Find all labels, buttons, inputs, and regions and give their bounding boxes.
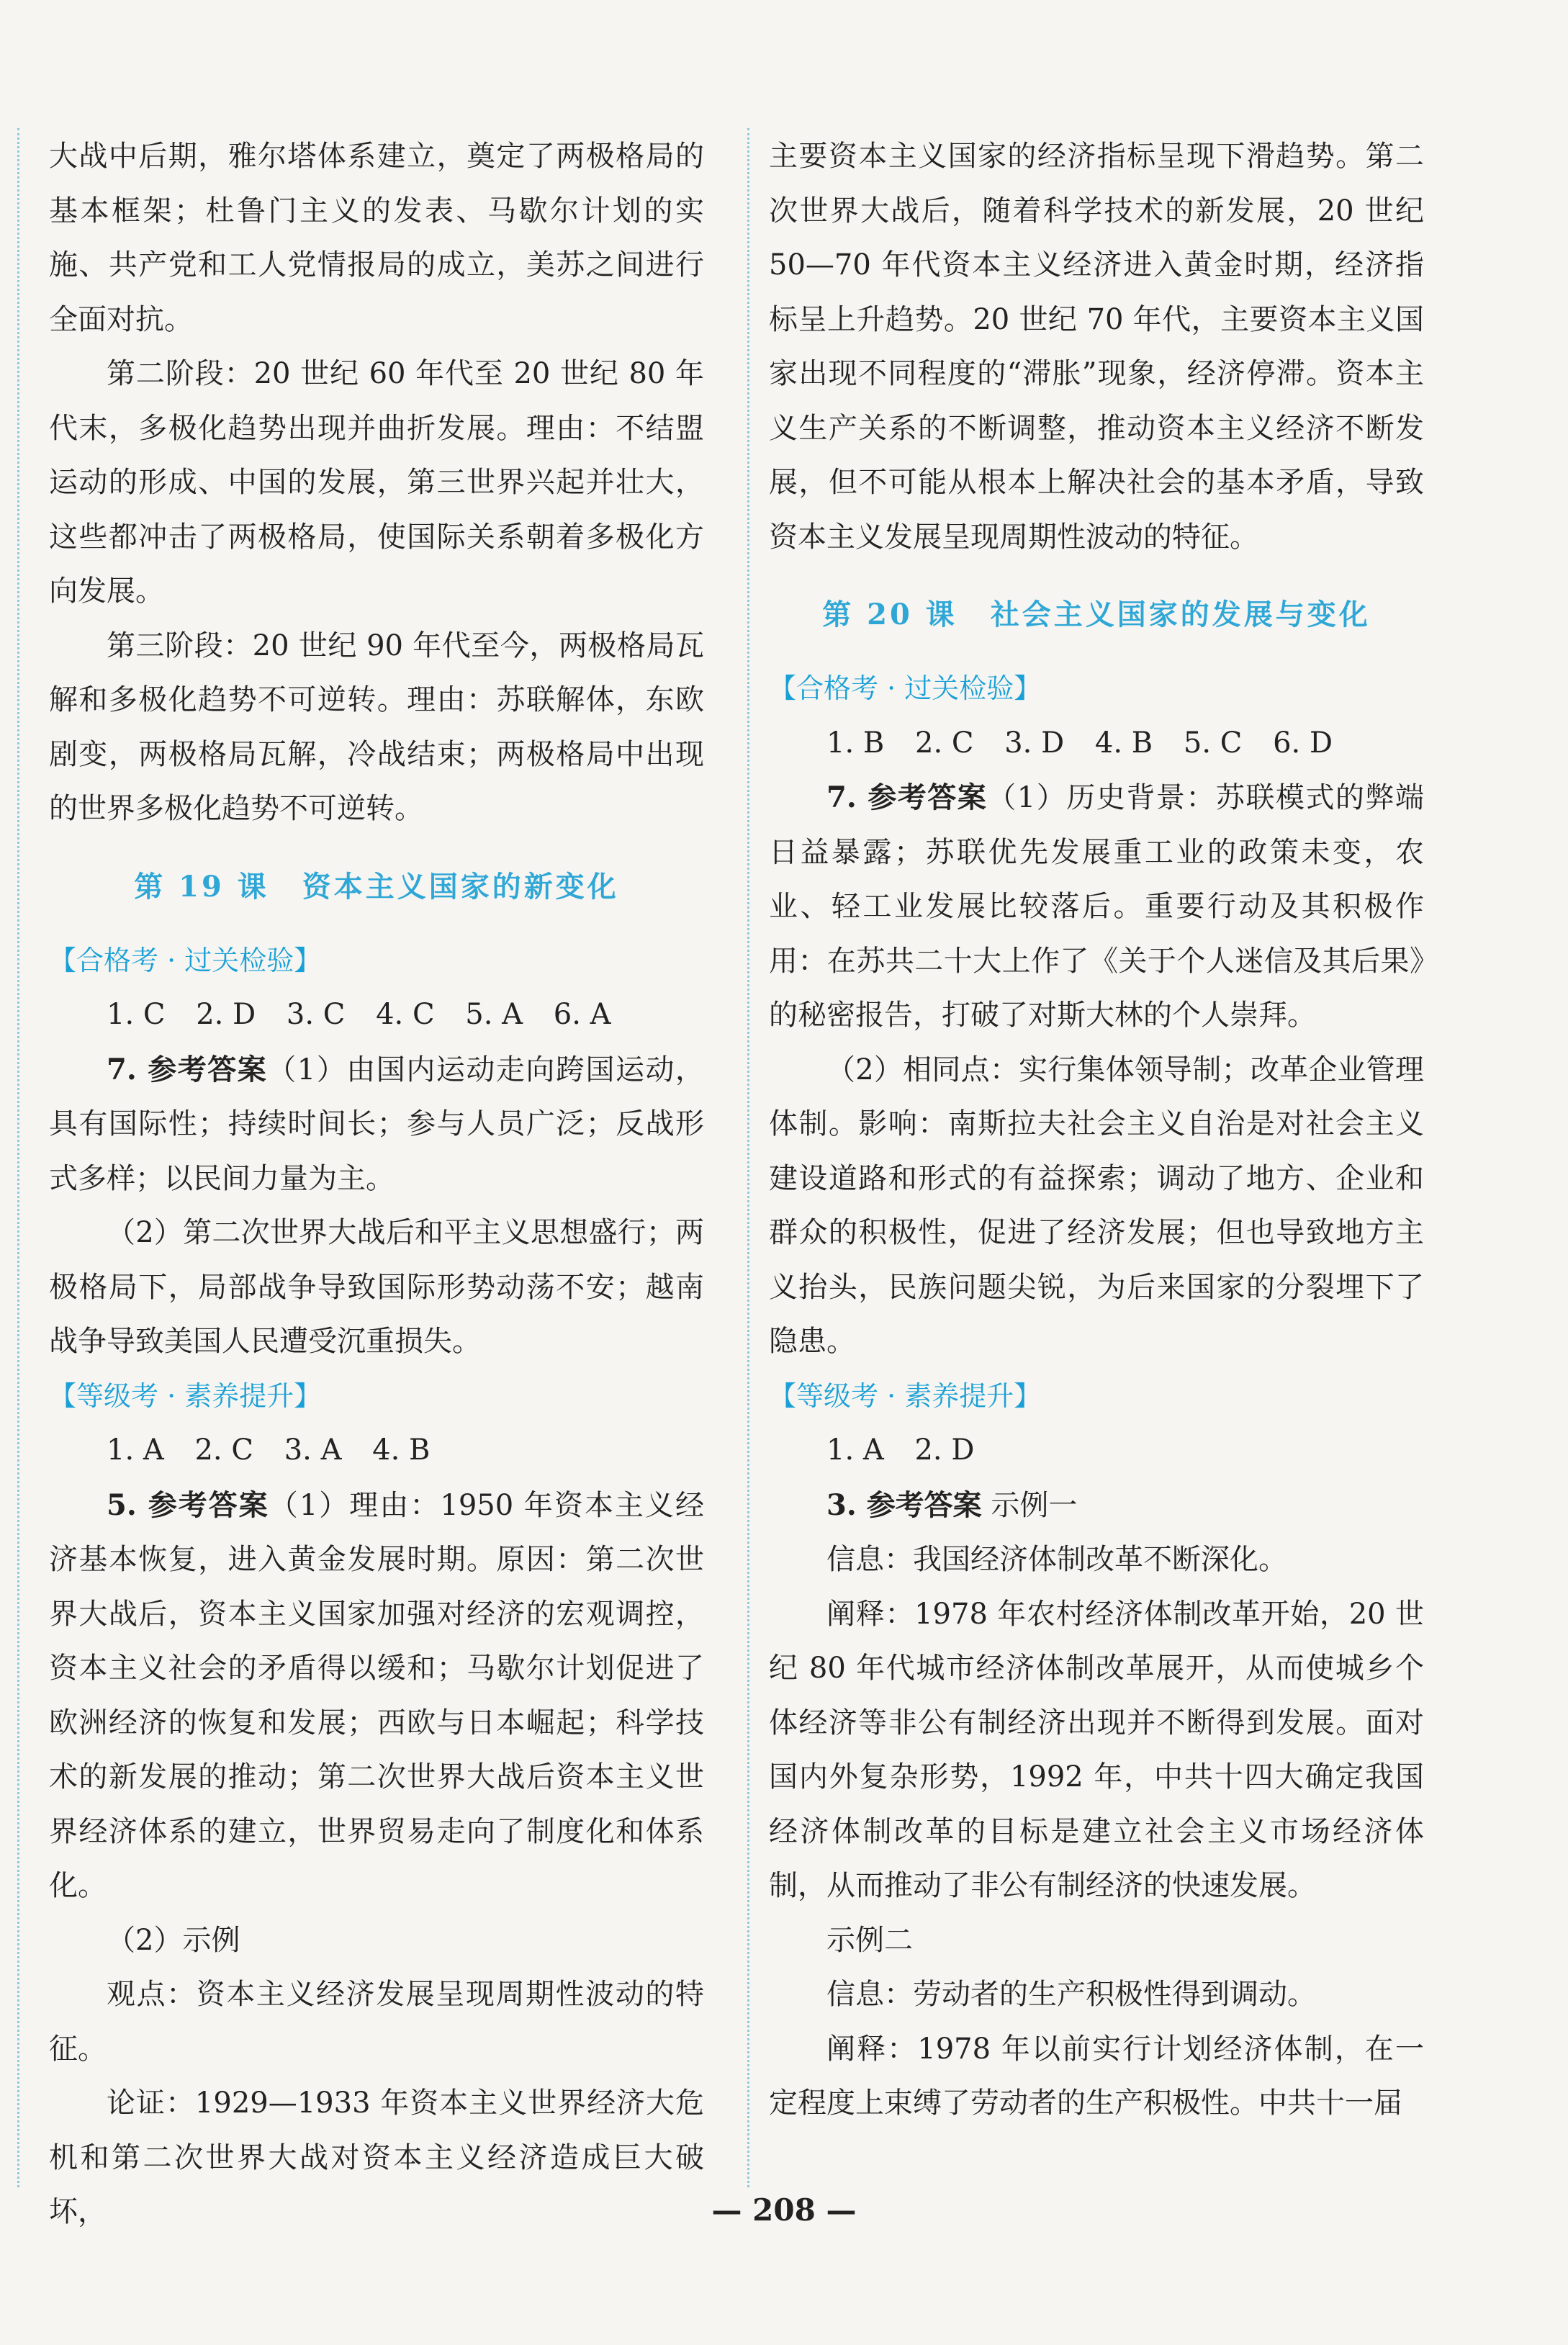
answer-text: （1）理由：1950 年资本主义经济基本恢复，进入黄金发展时期。原因：第二次世界大战后，资本主义国家加强对经济的宏观调控，资本主义社会的矛盾得以缓和；马歇尔计划促进了欧洲经济的恢复和发展；西欧与日本崛起；科学技术的新发展的推动；第二次世界大战后资本主义世界经济体系的建立，世界贸易走向了制度化和体系化。 <box>49 1488 705 1902</box>
answer-item: 2. D <box>914 1433 975 1467</box>
page-number: — 208 — <box>711 2192 857 2228</box>
answer-item: 6. D <box>1273 726 1333 760</box>
lesson-name: 社会主义国家的发展与变化 <box>990 598 1371 631</box>
answer-text: （1）历史背景：苏联模式的弊端日益暴露；苏联优先发展重工业的政策未变，农业、轻工业发展比较落后。重要行动及其积极作用：在苏共二十大上作了《关于个人迷信及其后果》的秘密报告，打破了对斯大林的个人崇拜。 <box>769 781 1424 1032</box>
answer-text: （1）由国内运动走向跨国运动，具有国际性；持续时间长；参与人员广泛；反战形式多样；以民间力量为主。 <box>49 1053 704 1195</box>
answer-item: 2. C <box>194 1433 253 1467</box>
lesson-number: 第 19 课 <box>134 869 269 904</box>
answer-row <box>49 1423 704 1478</box>
answer-item: 1. B <box>826 726 885 760</box>
left-column-rule <box>17 128 19 2187</box>
answer-item: 2. C <box>915 726 974 760</box>
section-tag-advanced: 【等级考 · 素养提升】 <box>49 1379 322 1412</box>
answer-heading: 7. 参考答案 <box>826 780 988 814</box>
section-tag-basic: 【合格考 · 过关检验】 <box>769 672 1042 704</box>
answer-item: 4. B <box>1094 726 1153 760</box>
answer-3 <box>769 1478 1424 1534</box>
paragraph: 阐释：1978 年农村经济体制改革开始，20 世纪 80 年代城市经济体制改革展开，从而使城乡个体经济等非公有制经济出现并不断得到发展。面对国内外复杂形势，1992 年，中共十四大确定我国经济体制改革的目标是建立社会主义市场经济体制，从而推动了非公有制经济的快速发展。 <box>769 1597 1424 1902</box>
paragraph: 观点：资本主义经济发展呈现周期性波动的特征。 <box>49 1978 704 2066</box>
paragraph: 示例二 <box>826 1923 913 1957</box>
section-tag-advanced: 【等级考 · 素养提升】 <box>769 1379 1042 1412</box>
answer-row <box>49 988 704 1043</box>
answer-text: 示例一 <box>991 1488 1078 1522</box>
paragraph: （2）第二次世界大战后和平主义思想盛行；两极格局下，局部战争导致国际形势动荡不安；越南战争导致美国人民遭受沉重损失。 <box>49 1216 704 1358</box>
answer-item: 3. A <box>284 1433 342 1467</box>
answer-7 <box>769 770 1424 1043</box>
paragraph: 主要资本主义国家的经济指标呈现下滑趋势。第二次世界大战后，随着科学技术的新发展，20 世纪 50—70 年代资本主义经济进入黄金时期，经济指标呈上升趋势。20 世纪 70 年代，主要资本主义国家出现不同程度的“滞胀”现象，经济停滞。资本主义生产关系的不断调整，推动资本主义经济不断发展，但不可能从根本上解决社会的基本矛盾，导致资本主义发展呈现周期性波动的特征。 <box>769 140 1424 554</box>
answer-heading: 3. 参考答案 <box>826 1487 982 1522</box>
paragraph: 信息：我国经济体制改革不断深化。 <box>826 1543 1287 1576</box>
answer-item: 3. C <box>286 998 346 1031</box>
right-column <box>769 130 1424 2131</box>
paragraph: 第二阶段：20 世纪 60 年代至 20 世纪 80 年代末，多极化趋势出现并曲折发展。理由：不结盟运动的形成、中国的发展，第三世界兴起并壮大，这些都冲击了两极格局，使国际关系朝着多极化方向发展。 <box>49 357 704 608</box>
answer-heading: 7. 参考答案 <box>107 1052 268 1086</box>
answer-item: 5. C <box>1183 726 1243 760</box>
paragraph: 大战中后期，雅尔塔体系建立，奠定了两极格局的基本框架；杜鲁门主义的发表、马歇尔计划的实施、共产党和工人党情报局的成立，美苏之间进行全面对抗。 <box>49 140 704 336</box>
answer-item: 4. C <box>376 998 435 1031</box>
answer-heading: 5. 参考答案 <box>107 1487 269 1522</box>
lesson-name: 资本主义国家的新变化 <box>302 869 619 904</box>
answer-item: 2. D <box>196 998 256 1031</box>
answer-item: 1. A <box>826 1433 884 1467</box>
lesson-19-title <box>49 864 704 905</box>
left-column <box>49 130 704 2240</box>
answer-row <box>769 716 1424 771</box>
paragraph: （2）示例 <box>107 1923 240 1957</box>
paragraph: 阐释：1978 年以前实行计划经济体制，在一定程度上束缚了劳动者的生产积极性。中共十一届 <box>769 2032 1424 2120</box>
answer-item: 6. A <box>553 998 611 1031</box>
answer-5 <box>49 1478 704 1914</box>
answer-item: 1. A <box>107 1433 164 1467</box>
lesson-20-title <box>769 592 1424 633</box>
answer-row <box>769 1423 1424 1478</box>
answer-item: 5. A <box>465 998 523 1031</box>
paragraph: （2）相同点：实行集体领导制；改革企业管理体制。影响：南斯拉夫社会主义自治是对社会主义建设道路和形式的有益探索；调动了地方、企业和群众的积极性，促进了经济发展；但也导致地方主义抬头，民族问题尖锐，为后来国家的分裂埋下了隐患。 <box>769 1053 1424 1358</box>
paragraph: 信息：劳动者的生产积极性得到调动。 <box>826 1978 1316 2011</box>
answer-item: 3. D <box>1004 726 1065 760</box>
column-divider <box>747 128 749 2187</box>
answer-item: 1. C <box>107 998 166 1031</box>
answer-7 <box>49 1043 704 1207</box>
answer-item: 4. B <box>372 1433 431 1467</box>
paragraph: 论证：1929—1933 年资本主义世界经济大危机和第二次世界大战对资本主义经济造成巨大破坏， <box>49 2087 704 2228</box>
paragraph: 第三阶段：20 世纪 90 年代至今，两极格局瓦解和多极化趋势不可逆转。理由：苏联解体，东欧剧变，两极格局瓦解，冷战结束；两极格局中出现的世界多极化趋势不可逆转。 <box>49 629 704 825</box>
section-tag-basic: 【合格考 · 过关检验】 <box>49 944 322 976</box>
lesson-number: 第 20 课 <box>822 598 958 631</box>
